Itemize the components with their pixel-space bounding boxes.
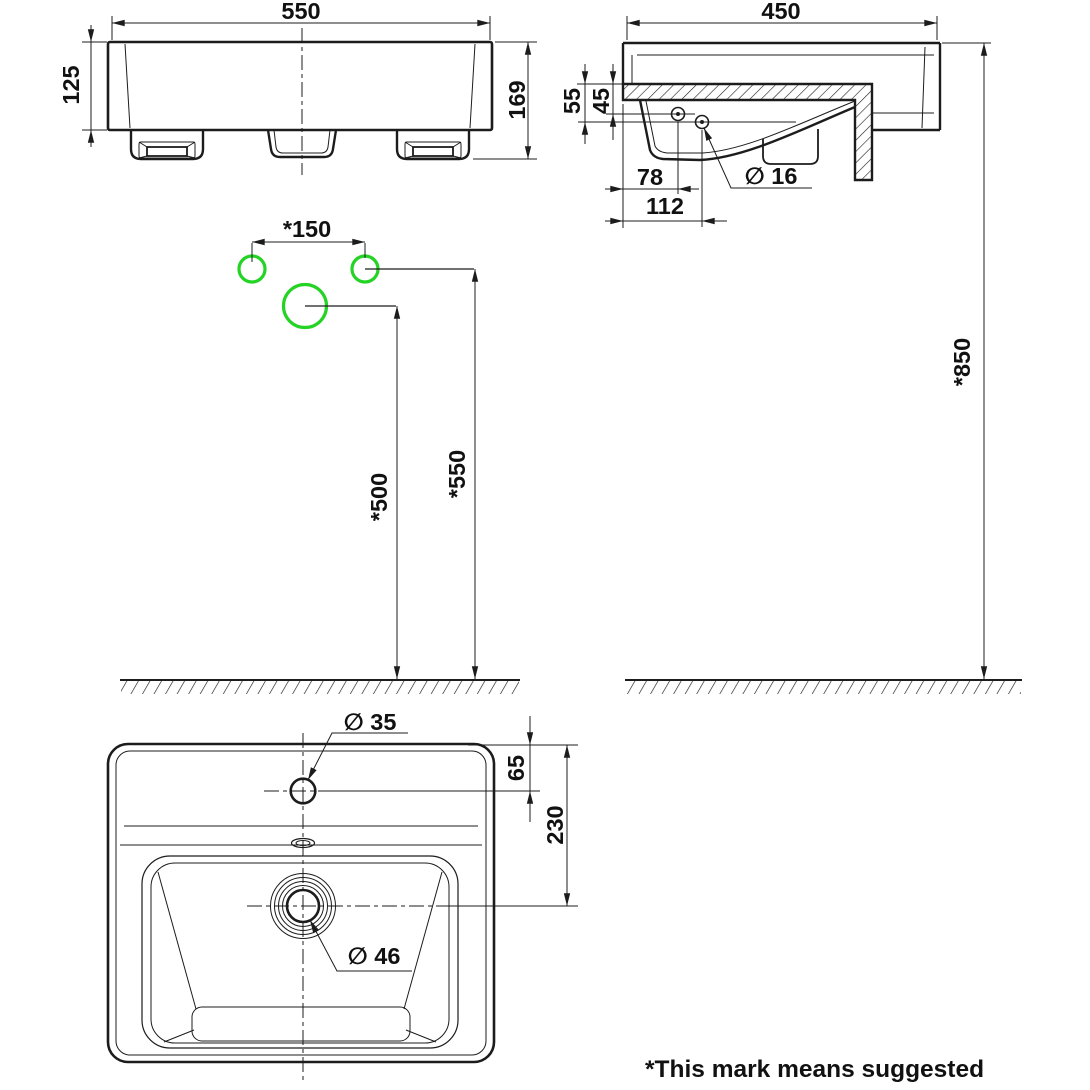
dim-500: *500	[366, 472, 392, 522]
dim-45: 45	[588, 87, 614, 115]
bowl-profile	[640, 100, 855, 160]
right-foot	[397, 130, 469, 159]
dim-height-125: 125	[58, 65, 84, 105]
side-section-view	[559, 0, 991, 679]
dim-850: *850	[949, 337, 975, 387]
dim-faucet-dia-35: ∅ 35	[343, 709, 397, 735]
dim-height-169: 169	[504, 80, 530, 120]
floor-right	[625, 680, 1022, 694]
front-view	[58, 0, 537, 175]
dim-drain-dia-46: ∅ 46	[347, 943, 401, 969]
basin-plan-outline	[108, 744, 494, 1062]
dim-55: 55	[559, 87, 585, 115]
dim-depth-450: 450	[761, 0, 801, 24]
dim-width-550: 550	[281, 0, 321, 24]
floor-left	[120, 680, 520, 694]
dim-150: *150	[282, 216, 332, 242]
dim-112: 112	[646, 193, 684, 219]
dim-hole-dia-16: ∅ 16	[744, 163, 798, 189]
footnote-text: *This mark means suggested	[645, 1056, 985, 1083]
basin-front-outline	[108, 42, 492, 130]
dim-65: 65	[503, 754, 529, 782]
dim-230: 230	[542, 805, 568, 845]
bowl-rim	[142, 856, 458, 1048]
dim-78: 78	[636, 164, 664, 190]
left-foot	[131, 130, 203, 159]
dim-550-height: *550	[444, 449, 470, 499]
hole-layout	[239, 216, 475, 679]
top-view	[108, 709, 578, 1081]
bowl-bottom	[192, 1007, 410, 1041]
